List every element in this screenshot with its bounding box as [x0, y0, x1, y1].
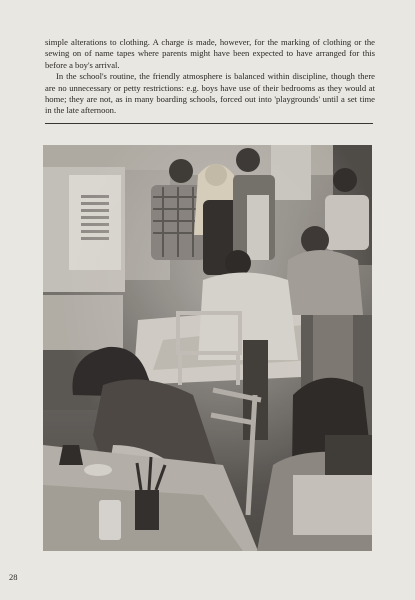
horizontal-rule — [45, 123, 373, 124]
paragraph-1-text-start: simple alterations to clothing. A charge — [45, 37, 188, 47]
pottery-class-photo — [43, 145, 372, 551]
paragraph-1-emphasis: is — [187, 37, 193, 47]
page-number: 28 — [9, 572, 18, 582]
paragraph-2: In the school's routine, the friendly atmosphere is balanced within discipline, though there are no unnecessary or petty restrictions: e.g. boys have use of their bedrooms as they would at home; they are not, as in many boarding schools, forced out into 'playgrounds' until a set time in the late afternoon. — [45, 71, 375, 116]
paragraph-1-text-end: made, however, for the marking of clothing or the sewing on of name tapes where parents might have been expected to have arranged for this before a boy's arrival. — [45, 37, 375, 70]
body-text — [45, 37, 375, 117]
paragraph-1 — [45, 37, 375, 71]
